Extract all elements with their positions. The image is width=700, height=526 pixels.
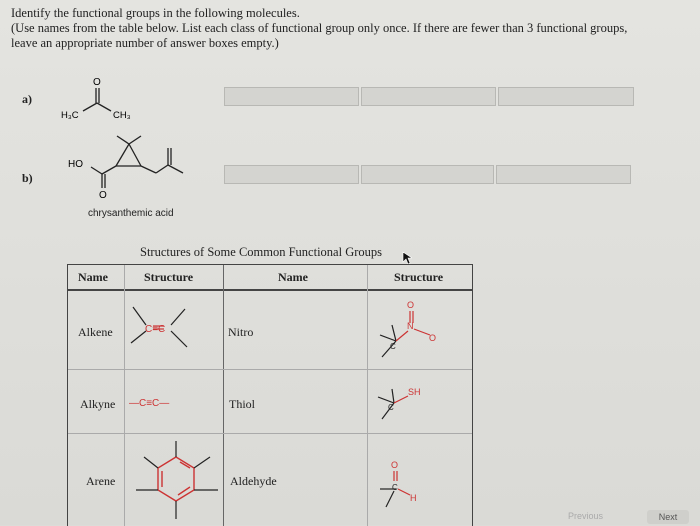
table-title: Structures of Some Common Functional Groups bbox=[140, 245, 382, 259]
arene-structure-icon bbox=[130, 437, 222, 525]
next-button[interactable]: Next bbox=[647, 510, 689, 524]
mol-b-oxygen: O bbox=[99, 190, 107, 201]
column-divider-2 bbox=[223, 265, 224, 526]
mol-a-right-methyl: CH₃ bbox=[113, 110, 131, 121]
alkene-label: C=C bbox=[145, 324, 166, 335]
row-name-arene: Arene bbox=[86, 474, 116, 488]
header-structure-right: Structure bbox=[394, 270, 444, 284]
answer-box-b-1[interactable] bbox=[224, 165, 359, 184]
row-name-thiol: Thiol bbox=[229, 397, 255, 411]
row-name-alkene: Alkene bbox=[78, 325, 113, 339]
mouse-cursor-icon bbox=[402, 251, 412, 265]
thiol-structure-icon bbox=[370, 381, 470, 431]
aldehyde-structure-icon bbox=[370, 453, 470, 517]
header-name-right: Name bbox=[278, 270, 308, 284]
row-name-nitro: Nitro bbox=[228, 325, 254, 339]
mol-b-hydroxyl: HO bbox=[68, 159, 83, 170]
header-name-left: Name bbox=[78, 270, 108, 284]
question-line-3: leave an appropriate number of answer boxes empty.) bbox=[11, 36, 279, 50]
nitro-structure-icon bbox=[370, 295, 470, 367]
answer-box-a-1[interactable] bbox=[224, 87, 359, 106]
functional-groups-table bbox=[67, 264, 473, 526]
question-line-1: Identify the functional groups in the following molecules. bbox=[11, 6, 300, 20]
nitro-n: N bbox=[407, 321, 414, 331]
nitro-o2: O bbox=[429, 333, 437, 343]
question-text bbox=[11, 6, 696, 51]
answer-box-a-3[interactable] bbox=[498, 87, 634, 106]
part-b-label: b) bbox=[22, 171, 33, 185]
thiol-sh: SH bbox=[408, 387, 421, 397]
row-divider-1 bbox=[68, 369, 472, 370]
mol-a-oxygen: O bbox=[93, 77, 101, 88]
aldehyde-c: C bbox=[392, 483, 398, 492]
aldehyde-o: O bbox=[391, 460, 399, 470]
row-name-alkyne: Alkyne bbox=[80, 397, 116, 411]
molecule-drawings bbox=[55, 70, 225, 210]
nitro-c: C bbox=[390, 342, 396, 351]
header-divider bbox=[68, 289, 472, 291]
molecule-caption: chrysanthemic acid bbox=[88, 208, 174, 219]
column-divider-3 bbox=[367, 265, 368, 526]
row-divider-2 bbox=[68, 433, 472, 434]
previous-button[interactable]: Previous bbox=[568, 511, 604, 521]
alkene-structure-icon bbox=[125, 295, 215, 365]
aldehyde-h: H bbox=[410, 493, 417, 503]
row-name-aldehyde: Aldehyde bbox=[230, 474, 277, 488]
alkyne-structure-icon bbox=[125, 393, 221, 413]
mol-a-left-methyl: H₃C bbox=[61, 110, 79, 121]
alkyne-label: —C≡C— bbox=[129, 398, 170, 409]
answer-box-a-2[interactable] bbox=[361, 87, 496, 106]
part-a-label: a) bbox=[22, 92, 32, 106]
header-structure-left: Structure bbox=[144, 270, 194, 284]
answer-box-b-2[interactable] bbox=[361, 165, 494, 184]
thiol-c: C bbox=[388, 403, 394, 412]
nitro-o1: O bbox=[407, 300, 415, 310]
question-line-2: (Use names from the table below. List each class of functional group only once. If there are fewer than 3 functional groups, bbox=[11, 21, 628, 35]
answer-box-b-3[interactable] bbox=[496, 165, 631, 184]
